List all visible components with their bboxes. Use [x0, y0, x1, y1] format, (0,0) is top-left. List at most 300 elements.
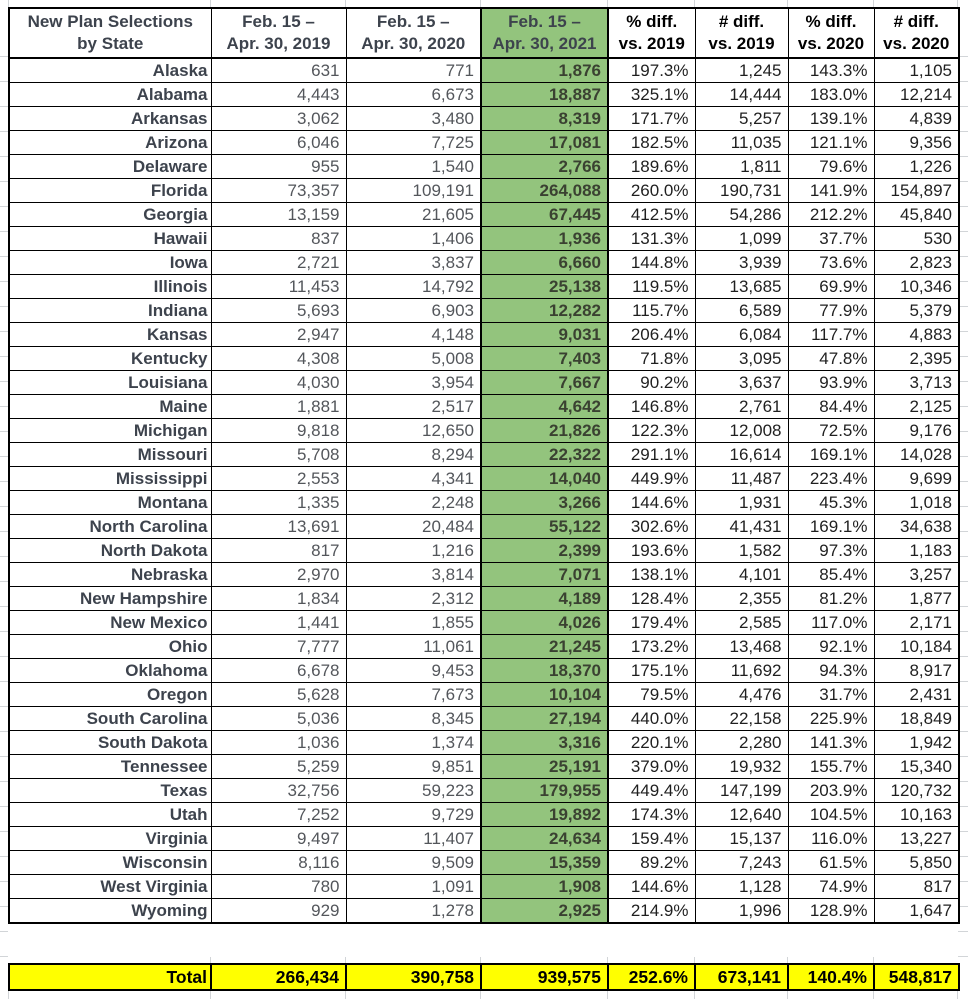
pct-diff-2019-cell[interactable]: 128.4%	[608, 587, 695, 611]
pct-diff-2020-cell[interactable]: 143.3%	[788, 58, 874, 83]
plan-2020-cell[interactable]: 6,903	[346, 299, 481, 323]
pct-diff-2019-cell[interactable]: 173.2%	[608, 635, 695, 659]
num-diff-2019-cell[interactable]: 6,084	[695, 323, 788, 347]
pct-diff-2019-cell[interactable]: 131.3%	[608, 227, 695, 251]
num-diff-2020-cell[interactable]: 12,214	[874, 83, 959, 107]
num-diff-2019-cell[interactable]: 2,761	[695, 395, 788, 419]
state-cell[interactable]: Missouri	[9, 443, 211, 467]
pct-diff-2020-cell[interactable]: 128.9%	[788, 899, 874, 924]
num-diff-2020-cell[interactable]: 9,356	[874, 131, 959, 155]
num-diff-2019-cell[interactable]: 1,099	[695, 227, 788, 251]
pct-diff-2020-cell[interactable]: 117.7%	[788, 323, 874, 347]
state-cell[interactable]: Tennessee	[9, 755, 211, 779]
plan-2021-cell[interactable]: 12,282	[481, 299, 608, 323]
plan-2021-cell[interactable]: 9,031	[481, 323, 608, 347]
num-diff-2020-cell[interactable]: 10,184	[874, 635, 959, 659]
pct-diff-2020-cell[interactable]: 45.3%	[788, 491, 874, 515]
pct-diff-2019-cell[interactable]: 146.8%	[608, 395, 695, 419]
state-cell[interactable]: Wisconsin	[9, 851, 211, 875]
pct-diff-2020-cell[interactable]: 139.1%	[788, 107, 874, 131]
pct-diff-2019-cell[interactable]: 449.4%	[608, 779, 695, 803]
pct-diff-2019-cell[interactable]: 171.7%	[608, 107, 695, 131]
num-diff-2020-cell[interactable]: 817	[874, 875, 959, 899]
plan-2020-cell[interactable]: 8,294	[346, 443, 481, 467]
plan-2020-cell[interactable]: 7,725	[346, 131, 481, 155]
pct-diff-2020-cell[interactable]: 141.3%	[788, 731, 874, 755]
num-diff-2019-cell[interactable]: 6,589	[695, 299, 788, 323]
pct-diff-2020-cell[interactable]: 79.6%	[788, 155, 874, 179]
pct-diff-2020-cell[interactable]: 223.4%	[788, 467, 874, 491]
num-diff-2019-cell[interactable]: 15,137	[695, 827, 788, 851]
plan-2021-cell[interactable]: 2,399	[481, 539, 608, 563]
pct-diff-2019-cell[interactable]: 159.4%	[608, 827, 695, 851]
plan-2020-cell[interactable]: 59,223	[346, 779, 481, 803]
plan-2021-cell[interactable]: 4,189	[481, 587, 608, 611]
state-cell[interactable]: Illinois	[9, 275, 211, 299]
num-diff-2020-cell[interactable]: 45,840	[874, 203, 959, 227]
pct-diff-2020-cell[interactable]: 81.2%	[788, 587, 874, 611]
state-cell[interactable]: Alabama	[9, 83, 211, 107]
plan-2020-cell[interactable]: 9,851	[346, 755, 481, 779]
pct-diff-2020-cell[interactable]: 94.3%	[788, 659, 874, 683]
state-cell[interactable]: West Virginia	[9, 875, 211, 899]
plan-2021-cell[interactable]: 22,322	[481, 443, 608, 467]
plan-2021-cell[interactable]: 21,245	[481, 635, 608, 659]
total-pct-diff-2020-cell[interactable]: 140.4%	[788, 964, 874, 990]
plan-2019-cell[interactable]: 4,030	[211, 371, 346, 395]
header-2021-period[interactable]	[481, 8, 608, 58]
plan-2020-cell[interactable]: 1,216	[346, 539, 481, 563]
plan-2020-cell[interactable]: 109,191	[346, 179, 481, 203]
pct-diff-2020-cell[interactable]: 169.1%	[788, 515, 874, 539]
pct-diff-2019-cell[interactable]: 119.5%	[608, 275, 695, 299]
state-cell[interactable]: Georgia	[9, 203, 211, 227]
plan-2021-cell[interactable]: 27,194	[481, 707, 608, 731]
state-cell[interactable]: Ohio	[9, 635, 211, 659]
plan-2021-cell[interactable]: 18,370	[481, 659, 608, 683]
pct-diff-2020-cell[interactable]: 92.1%	[788, 635, 874, 659]
plan-2020-cell[interactable]: 9,509	[346, 851, 481, 875]
pct-diff-2019-cell[interactable]: 193.6%	[608, 539, 695, 563]
num-diff-2019-cell[interactable]: 5,257	[695, 107, 788, 131]
num-diff-2020-cell[interactable]: 4,883	[874, 323, 959, 347]
plan-2020-cell[interactable]: 4,148	[346, 323, 481, 347]
pct-diff-2019-cell[interactable]: 449.9%	[608, 467, 695, 491]
pct-diff-2019-cell[interactable]: 291.1%	[608, 443, 695, 467]
num-diff-2019-cell[interactable]: 13,468	[695, 635, 788, 659]
num-diff-2019-cell[interactable]: 190,731	[695, 179, 788, 203]
pct-diff-2020-cell[interactable]: 73.6%	[788, 251, 874, 275]
num-diff-2020-cell[interactable]: 1,877	[874, 587, 959, 611]
plan-2019-cell[interactable]: 13,691	[211, 515, 346, 539]
plan-2019-cell[interactable]: 32,756	[211, 779, 346, 803]
plan-2020-cell[interactable]: 7,673	[346, 683, 481, 707]
pct-diff-2020-cell[interactable]: 84.4%	[788, 395, 874, 419]
state-cell[interactable]: Michigan	[9, 419, 211, 443]
plan-2020-cell[interactable]: 2,248	[346, 491, 481, 515]
pct-diff-2019-cell[interactable]: 144.6%	[608, 875, 695, 899]
pct-diff-2019-cell[interactable]: 412.5%	[608, 203, 695, 227]
plan-2019-cell[interactable]: 2,970	[211, 563, 346, 587]
state-cell[interactable]: Arizona	[9, 131, 211, 155]
num-diff-2019-cell[interactable]: 54,286	[695, 203, 788, 227]
plan-2020-cell[interactable]: 1,374	[346, 731, 481, 755]
pct-diff-2019-cell[interactable]: 206.4%	[608, 323, 695, 347]
num-diff-2020-cell[interactable]: 2,125	[874, 395, 959, 419]
plan-2020-cell[interactable]: 14,792	[346, 275, 481, 299]
pct-diff-2019-cell[interactable]: 214.9%	[608, 899, 695, 924]
num-diff-2020-cell[interactable]: 1,105	[874, 58, 959, 83]
plan-2019-cell[interactable]: 9,818	[211, 419, 346, 443]
plan-2020-cell[interactable]: 1,091	[346, 875, 481, 899]
plan-2020-cell[interactable]: 1,278	[346, 899, 481, 924]
header-pct-diff-2019[interactable]	[608, 8, 695, 58]
state-cell[interactable]: Florida	[9, 179, 211, 203]
pct-diff-2020-cell[interactable]: 183.0%	[788, 83, 874, 107]
state-cell[interactable]: Kansas	[9, 323, 211, 347]
num-diff-2020-cell[interactable]: 10,346	[874, 275, 959, 299]
num-diff-2019-cell[interactable]: 3,637	[695, 371, 788, 395]
header-num-diff-2019[interactable]	[695, 8, 788, 58]
plan-2021-cell[interactable]: 264,088	[481, 179, 608, 203]
pct-diff-2019-cell[interactable]: 138.1%	[608, 563, 695, 587]
num-diff-2020-cell[interactable]: 1,647	[874, 899, 959, 924]
num-diff-2020-cell[interactable]: 18,849	[874, 707, 959, 731]
plan-2021-cell[interactable]: 19,892	[481, 803, 608, 827]
plan-2021-cell[interactable]: 4,642	[481, 395, 608, 419]
num-diff-2019-cell[interactable]: 1,811	[695, 155, 788, 179]
header-2019-period[interactable]	[211, 8, 346, 58]
plan-2020-cell[interactable]: 6,673	[346, 83, 481, 107]
num-diff-2020-cell[interactable]: 10,163	[874, 803, 959, 827]
state-cell[interactable]: Nebraska	[9, 563, 211, 587]
pct-diff-2019-cell[interactable]: 71.8%	[608, 347, 695, 371]
plan-2019-cell[interactable]: 9,497	[211, 827, 346, 851]
plan-2019-cell[interactable]: 7,252	[211, 803, 346, 827]
num-diff-2020-cell[interactable]: 3,713	[874, 371, 959, 395]
pct-diff-2019-cell[interactable]: 325.1%	[608, 83, 695, 107]
plan-2019-cell[interactable]: 5,259	[211, 755, 346, 779]
plan-2021-cell[interactable]: 25,191	[481, 755, 608, 779]
plan-2021-cell[interactable]: 3,266	[481, 491, 608, 515]
pct-diff-2019-cell[interactable]: 90.2%	[608, 371, 695, 395]
plan-2019-cell[interactable]: 7,777	[211, 635, 346, 659]
total-2020-cell[interactable]: 390,758	[346, 964, 481, 990]
plan-2019-cell[interactable]: 5,708	[211, 443, 346, 467]
plan-2019-cell[interactable]: 5,693	[211, 299, 346, 323]
total-num-diff-2020-cell[interactable]: 548,817	[874, 964, 959, 990]
plan-2020-cell[interactable]: 3,837	[346, 251, 481, 275]
num-diff-2020-cell[interactable]: 1,183	[874, 539, 959, 563]
plan-2021-cell[interactable]: 2,766	[481, 155, 608, 179]
num-diff-2019-cell[interactable]: 3,095	[695, 347, 788, 371]
num-diff-2020-cell[interactable]: 5,379	[874, 299, 959, 323]
pct-diff-2019-cell[interactable]: 174.3%	[608, 803, 695, 827]
plan-2019-cell[interactable]: 631	[211, 58, 346, 83]
plan-2019-cell[interactable]: 817	[211, 539, 346, 563]
plan-2019-cell[interactable]: 1,834	[211, 587, 346, 611]
state-cell[interactable]: New Mexico	[9, 611, 211, 635]
num-diff-2020-cell[interactable]: 1,018	[874, 491, 959, 515]
state-cell[interactable]: Iowa	[9, 251, 211, 275]
num-diff-2020-cell[interactable]: 5,850	[874, 851, 959, 875]
state-cell[interactable]: Oklahoma	[9, 659, 211, 683]
state-cell[interactable]: Delaware	[9, 155, 211, 179]
header-2020-period[interactable]	[346, 8, 481, 58]
plan-2021-cell[interactable]: 2,925	[481, 899, 608, 924]
total-2019-cell[interactable]: 266,434	[211, 964, 346, 990]
num-diff-2019-cell[interactable]: 11,692	[695, 659, 788, 683]
plan-2019-cell[interactable]: 4,308	[211, 347, 346, 371]
plan-2020-cell[interactable]: 20,484	[346, 515, 481, 539]
plan-2020-cell[interactable]: 8,345	[346, 707, 481, 731]
plan-2019-cell[interactable]: 2,721	[211, 251, 346, 275]
plan-2021-cell[interactable]: 21,826	[481, 419, 608, 443]
num-diff-2020-cell[interactable]: 120,732	[874, 779, 959, 803]
plan-2019-cell[interactable]: 2,947	[211, 323, 346, 347]
plan-2021-cell[interactable]: 17,081	[481, 131, 608, 155]
plan-2020-cell[interactable]: 5,008	[346, 347, 481, 371]
plan-2019-cell[interactable]: 1,441	[211, 611, 346, 635]
num-diff-2019-cell[interactable]: 4,476	[695, 683, 788, 707]
pct-diff-2020-cell[interactable]: 155.7%	[788, 755, 874, 779]
pct-diff-2019-cell[interactable]: 89.2%	[608, 851, 695, 875]
pct-diff-2019-cell[interactable]: 260.0%	[608, 179, 695, 203]
plan-2019-cell[interactable]: 13,159	[211, 203, 346, 227]
num-diff-2019-cell[interactable]: 1,245	[695, 58, 788, 83]
num-diff-2019-cell[interactable]: 11,487	[695, 467, 788, 491]
num-diff-2019-cell[interactable]: 3,939	[695, 251, 788, 275]
plan-2019-cell[interactable]: 6,678	[211, 659, 346, 683]
plan-2021-cell[interactable]: 7,667	[481, 371, 608, 395]
plan-2021-cell[interactable]: 1,876	[481, 58, 608, 83]
pct-diff-2020-cell[interactable]: 72.5%	[788, 419, 874, 443]
state-cell[interactable]: Montana	[9, 491, 211, 515]
num-diff-2020-cell[interactable]: 4,839	[874, 107, 959, 131]
plan-2020-cell[interactable]: 9,729	[346, 803, 481, 827]
plan-2020-cell[interactable]: 21,605	[346, 203, 481, 227]
state-cell[interactable]: Kentucky	[9, 347, 211, 371]
plan-2020-cell[interactable]: 3,814	[346, 563, 481, 587]
total-2021-cell[interactable]: 939,575	[481, 964, 608, 990]
num-diff-2019-cell[interactable]: 41,431	[695, 515, 788, 539]
num-diff-2020-cell[interactable]: 1,226	[874, 155, 959, 179]
pct-diff-2019-cell[interactable]: 189.6%	[608, 155, 695, 179]
pct-diff-2020-cell[interactable]: 121.1%	[788, 131, 874, 155]
num-diff-2020-cell[interactable]: 2,171	[874, 611, 959, 635]
plan-2019-cell[interactable]: 1,036	[211, 731, 346, 755]
num-diff-2019-cell[interactable]: 1,582	[695, 539, 788, 563]
plan-2019-cell[interactable]: 1,881	[211, 395, 346, 419]
pct-diff-2019-cell[interactable]: 440.0%	[608, 707, 695, 731]
plan-2021-cell[interactable]: 10,104	[481, 683, 608, 707]
state-cell[interactable]: Louisiana	[9, 371, 211, 395]
state-cell[interactable]: North Dakota	[9, 539, 211, 563]
pct-diff-2020-cell[interactable]: 93.9%	[788, 371, 874, 395]
state-cell[interactable]: South Dakota	[9, 731, 211, 755]
pct-diff-2020-cell[interactable]: 97.3%	[788, 539, 874, 563]
state-cell[interactable]: Alaska	[9, 58, 211, 83]
state-cell[interactable]: Maine	[9, 395, 211, 419]
state-cell[interactable]: Arkansas	[9, 107, 211, 131]
plan-2019-cell[interactable]: 73,357	[211, 179, 346, 203]
num-diff-2020-cell[interactable]: 3,257	[874, 563, 959, 587]
num-diff-2019-cell[interactable]: 1,996	[695, 899, 788, 924]
num-diff-2020-cell[interactable]: 154,897	[874, 179, 959, 203]
plan-2020-cell[interactable]: 12,650	[346, 419, 481, 443]
pct-diff-2019-cell[interactable]: 220.1%	[608, 731, 695, 755]
pct-diff-2020-cell[interactable]: 37.7%	[788, 227, 874, 251]
plan-2019-cell[interactable]: 3,062	[211, 107, 346, 131]
pct-diff-2020-cell[interactable]: 31.7%	[788, 683, 874, 707]
plan-2021-cell[interactable]: 14,040	[481, 467, 608, 491]
pct-diff-2020-cell[interactable]: 225.9%	[788, 707, 874, 731]
num-diff-2020-cell[interactable]: 2,823	[874, 251, 959, 275]
plan-2020-cell[interactable]: 771	[346, 58, 481, 83]
plan-2020-cell[interactable]: 1,540	[346, 155, 481, 179]
pct-diff-2019-cell[interactable]: 302.6%	[608, 515, 695, 539]
plan-2021-cell[interactable]: 7,071	[481, 563, 608, 587]
pct-diff-2020-cell[interactable]: 117.0%	[788, 611, 874, 635]
pct-diff-2019-cell[interactable]: 79.5%	[608, 683, 695, 707]
pct-diff-2020-cell[interactable]: 85.4%	[788, 563, 874, 587]
state-cell[interactable]: Utah	[9, 803, 211, 827]
pct-diff-2020-cell[interactable]: 212.2%	[788, 203, 874, 227]
num-diff-2019-cell[interactable]: 4,101	[695, 563, 788, 587]
plan-2021-cell[interactable]: 55,122	[481, 515, 608, 539]
plan-2019-cell[interactable]: 5,628	[211, 683, 346, 707]
num-diff-2019-cell[interactable]: 13,685	[695, 275, 788, 299]
pct-diff-2020-cell[interactable]: 47.8%	[788, 347, 874, 371]
plan-2020-cell[interactable]: 1,406	[346, 227, 481, 251]
num-diff-2020-cell[interactable]: 9,176	[874, 419, 959, 443]
plan-2019-cell[interactable]: 780	[211, 875, 346, 899]
num-diff-2019-cell[interactable]: 2,585	[695, 611, 788, 635]
num-diff-2020-cell[interactable]: 14,028	[874, 443, 959, 467]
plan-2019-cell[interactable]: 1,335	[211, 491, 346, 515]
pct-diff-2020-cell[interactable]: 77.9%	[788, 299, 874, 323]
plan-2021-cell[interactable]: 1,908	[481, 875, 608, 899]
pct-diff-2019-cell[interactable]: 122.3%	[608, 419, 695, 443]
num-diff-2019-cell[interactable]: 2,280	[695, 731, 788, 755]
plan-2021-cell[interactable]: 25,138	[481, 275, 608, 299]
pct-diff-2020-cell[interactable]: 61.5%	[788, 851, 874, 875]
num-diff-2019-cell[interactable]: 16,614	[695, 443, 788, 467]
pct-diff-2019-cell[interactable]: 197.3%	[608, 58, 695, 83]
state-cell[interactable]: South Carolina	[9, 707, 211, 731]
plan-2021-cell[interactable]: 67,445	[481, 203, 608, 227]
num-diff-2019-cell[interactable]: 14,444	[695, 83, 788, 107]
pct-diff-2019-cell[interactable]: 175.1%	[608, 659, 695, 683]
plan-2019-cell[interactable]: 4,443	[211, 83, 346, 107]
plan-2019-cell[interactable]: 929	[211, 899, 346, 924]
num-diff-2019-cell[interactable]: 147,199	[695, 779, 788, 803]
header-pct-diff-2020[interactable]	[788, 8, 874, 58]
pct-diff-2019-cell[interactable]: 179.4%	[608, 611, 695, 635]
plan-2020-cell[interactable]: 11,061	[346, 635, 481, 659]
plan-2019-cell[interactable]: 2,553	[211, 467, 346, 491]
plan-2020-cell[interactable]: 2,312	[346, 587, 481, 611]
plan-2020-cell[interactable]: 11,407	[346, 827, 481, 851]
plan-2021-cell[interactable]: 1,936	[481, 227, 608, 251]
plan-2021-cell[interactable]: 6,660	[481, 251, 608, 275]
state-cell[interactable]: Wyoming	[9, 899, 211, 924]
plan-2019-cell[interactable]: 8,116	[211, 851, 346, 875]
state-cell[interactable]: Indiana	[9, 299, 211, 323]
plan-2021-cell[interactable]: 15,359	[481, 851, 608, 875]
state-cell[interactable]: North Carolina	[9, 515, 211, 539]
num-diff-2019-cell[interactable]: 22,158	[695, 707, 788, 731]
pct-diff-2020-cell[interactable]: 104.5%	[788, 803, 874, 827]
plan-2021-cell[interactable]: 8,319	[481, 107, 608, 131]
num-diff-2019-cell[interactable]: 11,035	[695, 131, 788, 155]
num-diff-2019-cell[interactable]: 2,355	[695, 587, 788, 611]
pct-diff-2020-cell[interactable]: 116.0%	[788, 827, 874, 851]
state-cell[interactable]: Virginia	[9, 827, 211, 851]
plan-2019-cell[interactable]: 6,046	[211, 131, 346, 155]
plan-2020-cell[interactable]: 2,517	[346, 395, 481, 419]
num-diff-2019-cell[interactable]: 19,932	[695, 755, 788, 779]
state-cell[interactable]: New Hampshire	[9, 587, 211, 611]
plan-2020-cell[interactable]: 4,341	[346, 467, 481, 491]
pct-diff-2019-cell[interactable]: 115.7%	[608, 299, 695, 323]
state-cell[interactable]: Texas	[9, 779, 211, 803]
state-cell[interactable]: Hawaii	[9, 227, 211, 251]
pct-diff-2019-cell[interactable]: 182.5%	[608, 131, 695, 155]
total-pct-diff-2019-cell[interactable]: 252.6%	[608, 964, 695, 990]
plan-2020-cell[interactable]: 3,480	[346, 107, 481, 131]
header-state[interactable]	[9, 8, 211, 58]
pct-diff-2019-cell[interactable]: 144.6%	[608, 491, 695, 515]
pct-diff-2019-cell[interactable]: 379.0%	[608, 755, 695, 779]
num-diff-2020-cell[interactable]: 15,340	[874, 755, 959, 779]
num-diff-2019-cell[interactable]: 1,128	[695, 875, 788, 899]
pct-diff-2020-cell[interactable]: 203.9%	[788, 779, 874, 803]
plan-2021-cell[interactable]: 7,403	[481, 347, 608, 371]
total-label-cell[interactable]: Total	[9, 964, 211, 990]
plan-2019-cell[interactable]: 837	[211, 227, 346, 251]
pct-diff-2020-cell[interactable]: 74.9%	[788, 875, 874, 899]
state-cell[interactable]: Mississippi	[9, 467, 211, 491]
plan-2020-cell[interactable]: 9,453	[346, 659, 481, 683]
num-diff-2020-cell[interactable]: 34,638	[874, 515, 959, 539]
plan-2021-cell[interactable]: 4,026	[481, 611, 608, 635]
num-diff-2020-cell[interactable]: 9,699	[874, 467, 959, 491]
plan-2021-cell[interactable]: 18,887	[481, 83, 608, 107]
pct-diff-2020-cell[interactable]: 169.1%	[788, 443, 874, 467]
pct-diff-2020-cell[interactable]: 141.9%	[788, 179, 874, 203]
plan-2021-cell[interactable]: 3,316	[481, 731, 608, 755]
num-diff-2020-cell[interactable]: 2,395	[874, 347, 959, 371]
num-diff-2020-cell[interactable]: 8,917	[874, 659, 959, 683]
plan-2021-cell[interactable]: 24,634	[481, 827, 608, 851]
pct-diff-2020-cell[interactable]: 69.9%	[788, 275, 874, 299]
plan-2020-cell[interactable]: 1,855	[346, 611, 481, 635]
num-diff-2019-cell[interactable]: 1,931	[695, 491, 788, 515]
num-diff-2019-cell[interactable]: 12,008	[695, 419, 788, 443]
total-num-diff-2019-cell[interactable]: 673,141	[695, 964, 788, 990]
plan-2020-cell[interactable]: 3,954	[346, 371, 481, 395]
num-diff-2019-cell[interactable]: 7,243	[695, 851, 788, 875]
plan-2019-cell[interactable]: 955	[211, 155, 346, 179]
num-diff-2020-cell[interactable]: 2,431	[874, 683, 959, 707]
num-diff-2020-cell[interactable]: 530	[874, 227, 959, 251]
state-cell[interactable]: Oregon	[9, 683, 211, 707]
header-num-diff-2020[interactable]	[874, 8, 959, 58]
num-diff-2020-cell[interactable]: 1,942	[874, 731, 959, 755]
plan-2019-cell[interactable]: 11,453	[211, 275, 346, 299]
plan-2021-cell[interactable]: 179,955	[481, 779, 608, 803]
